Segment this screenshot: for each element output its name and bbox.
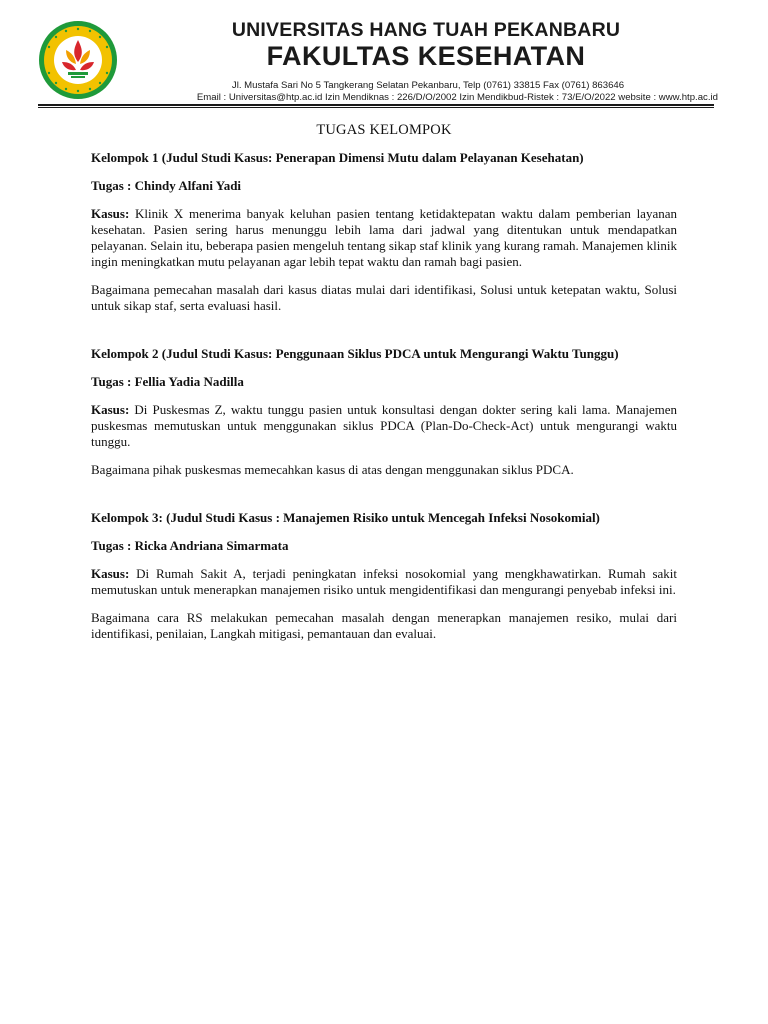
case-question: Bagaimana pemecahan masalah dari kasus diatas mulai dari identifikasi, Solusi untuk ketepatan waktu, Solusi untuk sikap staf, serta evaluasi hasil. — [91, 282, 677, 313]
case-question: Bagaimana pihak puskesmas memecahkan kasus di atas dengan menggunakan siklus PDCA. — [91, 462, 574, 477]
contact-line: Email : Universitas@htp.ac.id Izin Mendiknas : 226/D/O/2002 Izin Mendikbud-Ristek : 73/E/O/2022 website : www.htp.ac.id — [196, 92, 718, 103]
task-assignee: Tugas : Chindy Alfani Yadi — [91, 178, 242, 193]
document-body — [91, 120, 677, 654]
group-section-2 — [91, 346, 677, 478]
case-text: Di Puskesmas Z, waktu tunggu pasien untuk konsultasi dengan dokter sering kali lama. Manajemen puskesmas memutuskan untuk menggunakan siklus PDCA (Plan-Do-Check-Act) untuk mengurangi waktu tunggu. — [91, 402, 677, 449]
task-assignee: Tugas : Fellia Yadia Nadilla — [91, 374, 244, 389]
case-question: Bagaimana cara RS melakukan pemecahan masalah dengan menerapkan manajemen resiko, mulai dari identifikasi, penilaian, Langkah mitigasi, pemantauan dan evaluai. — [91, 610, 677, 641]
document-title: TUGAS KELOMPOK — [316, 122, 452, 138]
university-logo-icon — [38, 20, 118, 100]
group-heading — [91, 346, 677, 362]
address-line: Jl. Mustafa Sari No 5 Tangkerang Selatan Pekanbaru, Telp (0761) 33815 Fax (0761) 863646 — [231, 80, 625, 91]
group-heading — [91, 150, 677, 166]
faculty-name: FAKULTAS KESEHATAN — [266, 41, 586, 71]
task-assignee: Tugas : Ricka Andriana Simarmata — [91, 538, 289, 553]
section-spacer — [91, 490, 677, 510]
letterhead-divider-thin — [38, 107, 714, 108]
case-label: Kasus: — [91, 402, 130, 417]
group-heading-title: Kelompok 2 (Judul Studi Kasus: Penggunaan Siklus PDCA untuk Mengurangi Waktu Tunggu) — [91, 346, 619, 361]
case-text: Di Rumah Sakit A, terjadi peningkatan infeksi nosokomial yang mengkhawatirkan. Rumah sakit memutuskan untuk menerapkan manajemen risiko untuk mengidentifikasi dan mengurangi penyebab infeksi ini. — [91, 566, 677, 597]
group-section-1 — [91, 150, 677, 314]
case-description — [91, 566, 677, 598]
group-section-3 — [91, 510, 677, 642]
case-description — [91, 206, 677, 270]
group-heading-title: Kelompok 3: (Judul Studi Kasus : Manajemen Risiko untuk Mencegah Infeksi Nosokomial) — [91, 510, 600, 525]
case-label: Kasus: — [91, 566, 130, 581]
letterhead — [0, 0, 768, 108]
section-spacer — [91, 326, 677, 346]
case-label: Kasus: — [91, 206, 130, 221]
group-heading — [91, 510, 677, 526]
case-description — [91, 402, 677, 450]
letterhead-divider — [38, 104, 714, 106]
group-heading-title: Judul Studi Kasus: Penerapan Dimensi Mutu dalam Pelayanan Kesehatan) — [166, 150, 584, 165]
university-name: UNIVERSITAS HANG TUAH PEKANBARU — [231, 19, 621, 41]
group-heading-lead: Kelompok 1 ( — [91, 150, 167, 165]
case-text: Klinik X menerima banyak keluhan pasien tentang ketidaktepatan waktu dalam pemberian layanan kesehatan. Pasien sering harus menunggu lebih lama dari jadwal yang ditentukan untuk mendapatkan pelayanan. Selain itu, beberapa pasien mengeluh tentang sikap staf klinik yang kurang ramah. Manajemen klinik ingin meningkatkan mutu pelayanan agar lebih tepat waktu dan ramah bagi pasien. — [91, 206, 677, 269]
